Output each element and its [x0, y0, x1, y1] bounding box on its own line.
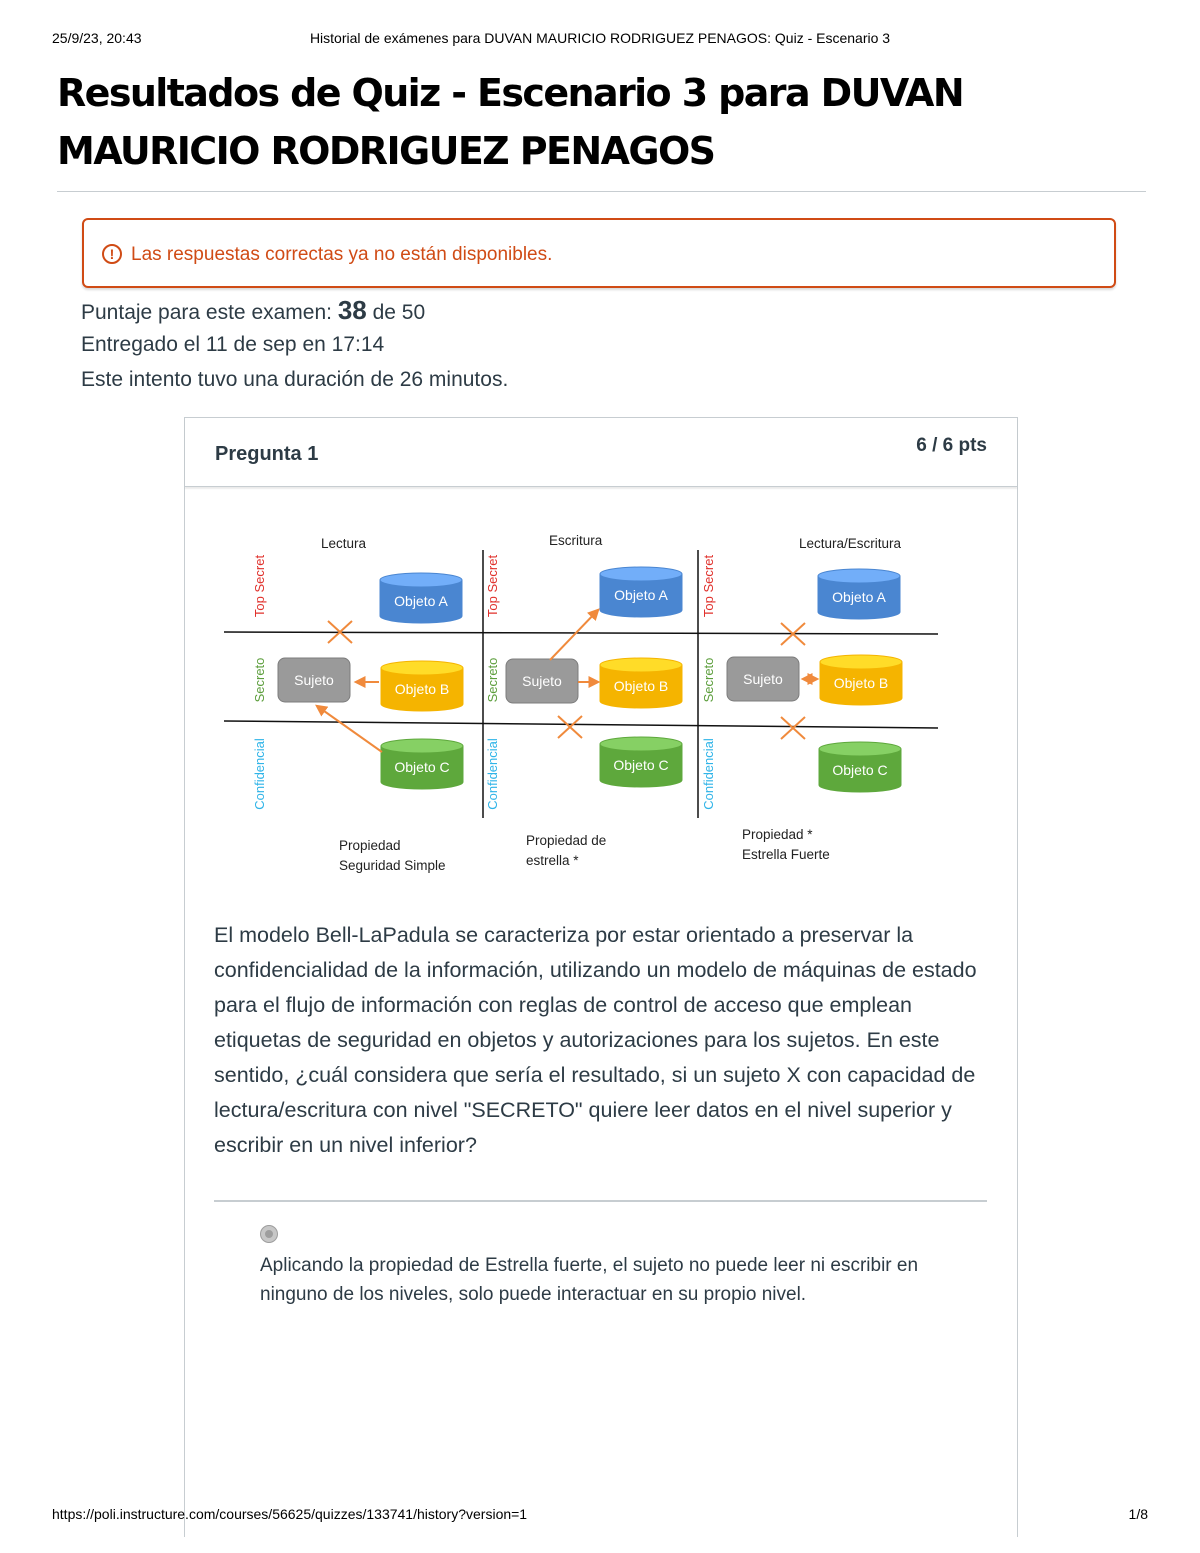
level-label-top-secret-3: Top Secret [701, 554, 716, 618]
submitted-line: Entregado el 11 de sep en 17:14 [81, 333, 385, 356]
question-name: Pregunta 1 [215, 443, 319, 465]
object-b-1-label: Objeto B [394, 681, 450, 697]
bell-lapadula-diagram [214, 524, 944, 884]
answer-text: Aplicando la propiedad de Estrella fuerte, el sujeto no puede leer ni escribir en ninguno de los niveles, solo puede interactuar en su propio nivel. [260, 1255, 919, 1305]
quiz-stats [81, 296, 508, 401]
object-c-1-top [381, 739, 463, 753]
subject-2-label: Sujeto [522, 673, 562, 689]
object-a-3-label: Objeto A [832, 589, 886, 605]
print-url: https://poli.instructure.com/courses/56625/quizzes/133741/history?version=1 [52, 1506, 528, 1522]
object-c-2-label: Objeto C [613, 757, 669, 773]
level-label-secreto-2: Secreto [485, 657, 500, 703]
answers-unavailable-alert [82, 218, 1116, 288]
object-c-2-top [600, 737, 682, 751]
object-a-2-label: Objeto A [614, 587, 668, 603]
object-b-3-label: Objeto B [833, 675, 889, 691]
score-value: 38 [337, 295, 367, 325]
question-header [185, 418, 1017, 487]
caption-1-line-1: Propiedad [339, 838, 401, 853]
object-b-2-label: Objeto B [613, 678, 669, 694]
print-datetime: 25/9/23, 20:43 [52, 30, 142, 46]
blocked-cross-3-bottom [781, 717, 805, 739]
object-c-1-label: Objeto C [394, 759, 450, 775]
print-header [52, 30, 1148, 50]
question-text: El modelo Bell-LaPadula se caracteriza por estar orientado a preservar la confidencialidad de la información, utilizando un modelo de máquinas de estado para el flujo de información con reglas de control de acceso que emplean etiquetas de seguridad en objetos y autorizaciones para los sujetos. En este sentido, ¿cuál considera que sería el resultado, si un sujeto X con capacidad de lectura/escritura con nivel "SECRETO" quiere leer datos en el nivel superior y escribir en un nivel inferior? [214, 923, 977, 1157]
panel-title-2: Escritura [549, 533, 603, 548]
level-label-top-secret-1: Top Secret [252, 554, 267, 618]
write-arrow-a-2 [550, 610, 598, 660]
panel-title-3: Lectura/Escritura [799, 536, 902, 551]
print-title: Historial de exámenes para DUVAN MAURICIO RODRIGUEZ PENAGOS: Quiz - Escenario 3 [309, 30, 891, 46]
score-total: de 50 [366, 301, 426, 324]
subject-3-label: Sujeto [743, 671, 783, 687]
object-b-1-top [381, 661, 463, 675]
level-label-secreto-1: Secreto [252, 657, 267, 703]
panel-title-1: Lectura [321, 536, 367, 551]
caption-3-line-2: Estrella Fuerte [742, 847, 830, 862]
read-arrow-c-1 [317, 706, 382, 752]
level-label-top-secret-2: Top Secret [485, 554, 500, 618]
level-divider-top [224, 632, 938, 634]
answers-divider [214, 1200, 987, 1202]
level-divider-bottom [224, 721, 938, 728]
score-line [81, 296, 508, 331]
caption-1-line-2: Seguridad Simple [339, 858, 446, 873]
title-divider [57, 191, 1146, 192]
score-label: Puntaje para este examen: [81, 301, 338, 324]
object-c-3-top [819, 742, 901, 756]
caption-2-line-2: estrella * [526, 853, 579, 868]
object-c-3-label: Objeto C [832, 762, 888, 778]
level-label-secreto-3: Secreto [701, 657, 716, 703]
caption-3-line-1: Propiedad * [742, 827, 813, 842]
blocked-cross-2 [558, 716, 582, 738]
object-b-2-top [600, 658, 682, 672]
object-a-2-top [600, 567, 682, 581]
level-label-confidencial-1: Confidencial [252, 738, 267, 810]
alert-text: Las respuestas correctas ya no están disponibles. [131, 244, 553, 265]
object-a-1-label: Objeto A [394, 593, 448, 609]
answer-radio[interactable] [260, 1225, 278, 1243]
level-label-confidencial-2: Confidencial [485, 738, 500, 810]
warning-circle-icon: ! [102, 244, 122, 264]
level-label-confidencial-3: Confidencial [701, 738, 716, 810]
object-a-3-top [818, 569, 900, 583]
question-points: 6 / 6 pts [916, 435, 987, 456]
object-b-3-top [820, 655, 902, 669]
object-a-1-top [380, 573, 462, 587]
caption-2-line-1: Propiedad de [526, 833, 607, 848]
subject-1-label: Sujeto [294, 672, 334, 688]
page-title: Resultados de Quiz - Escenario 3 para DUVAN MAURICIO RODRIGUEZ PENAGOS [57, 71, 964, 173]
print-page-number: 1/8 [1128, 1506, 1148, 1522]
duration-line: Este intento tuvo una duración de 26 minutos. [81, 368, 509, 391]
print-footer [52, 1506, 1148, 1522]
